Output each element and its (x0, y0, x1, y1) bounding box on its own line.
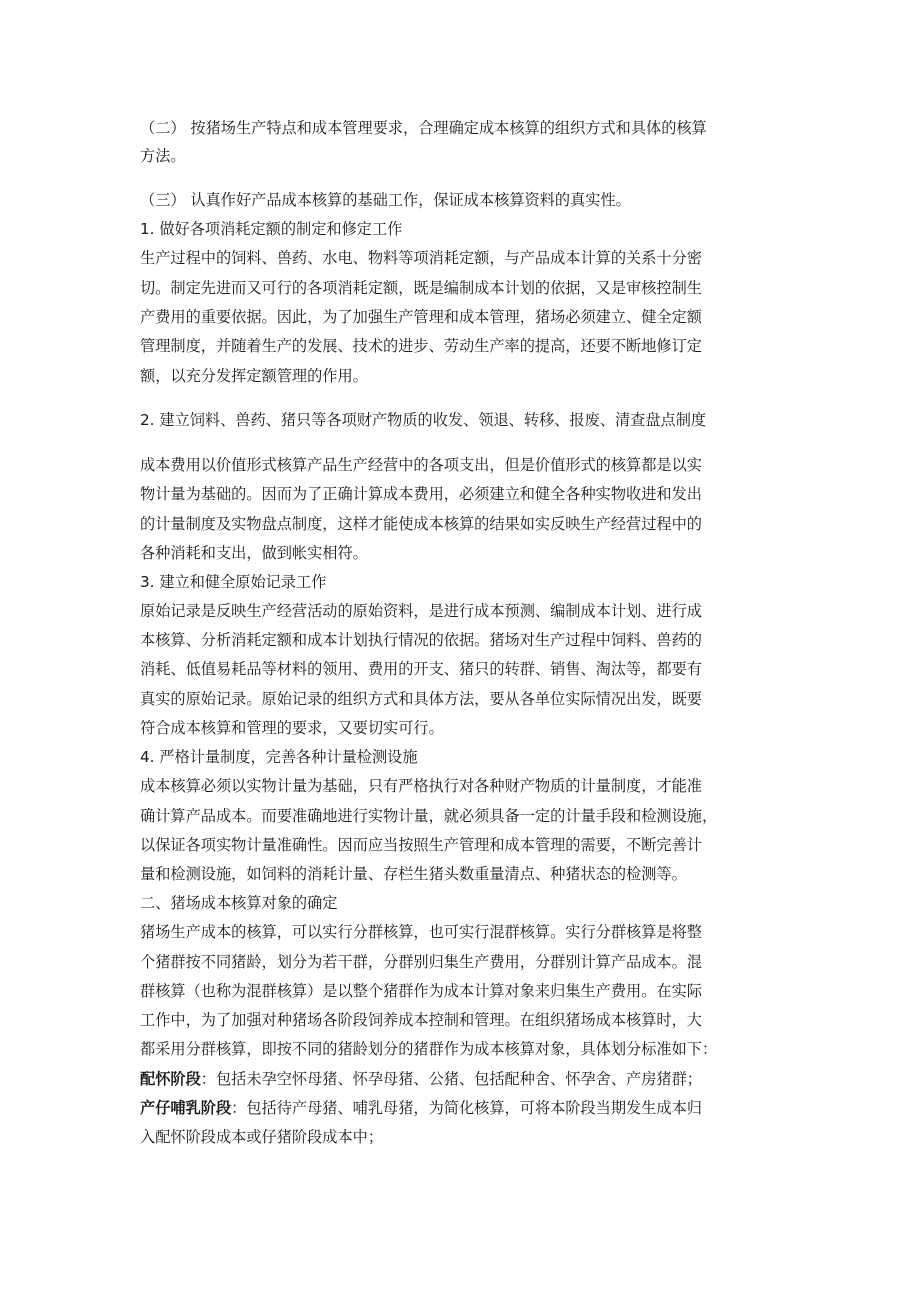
stage-definition-line (140, 1068, 800, 1090)
stage-term: 产仔哺乳阶段 (140, 1099, 232, 1117)
section-heading: 二、猪场成本核算对象的确定 (140, 894, 338, 912)
stage-definition-line (140, 1097, 800, 1119)
section-heading: 3. 建立和健全原始记录工作 (140, 573, 327, 591)
text-line: 物计量为基础的。因而为了正确计算成本费用，必须建立和健全各种实物收进和发出 (140, 485, 702, 503)
text-line: 都采用分群核算，即按不同的猪龄划分的猪群作为成本核算对象，具体划分标准如下： (140, 1040, 718, 1058)
text-line: （三） 认真作好产品成本核算的基础工作，保证成本核算资料的真实性。 (140, 191, 631, 209)
text-line: 原始记录是反映生产经营活动的原始资料，是进行成本预测、编制成本计划、进行成 (140, 602, 702, 620)
text-line: 猪场生产成本的核算，可以实行分群核算，也可实行混群核算。实行分群核算是将整 (140, 923, 702, 941)
text-line: 确计算产品成本。而要准确地进行实物计量，就必须具备一定的计量手段和检测设施， (140, 807, 718, 825)
section-heading: 4. 严格计量制度，完善各种计量检测设施 (140, 748, 418, 766)
text-line: 工作中，为了加强对种猪场各阶段饲养成本控制和管理。在组织猪场成本核算时，大 (140, 1011, 702, 1029)
section-heading: 1. 做好各项消耗定额的制定和修定工作 (140, 220, 403, 238)
text-line: 的计量制度及实物盘点制度，这样才能使成本核算的结果如实反映生产经营过程中的 (140, 515, 702, 533)
text-line: 量和检测设施，如饲料的消耗计量、存栏生猪头数重量清点、种猪状态的检测等。 (140, 865, 687, 883)
text-line: 生产过程中的饲料、兽药、水电、物料等项消耗定额，与产品成本计算的关系十分密 (140, 249, 702, 267)
text-line: 以保证各项实物计量准确性。因而应当按照生产管理和成本管理的需要，不断完善计 (140, 836, 702, 854)
text-line: 真实的原始记录。原始记录的组织方式和具体方法，要从各单位实际情况出发，既要 (140, 690, 702, 708)
stage-description: ：包括未孕空怀母猪、怀孕母猪、公猪、包括配种舍、怀孕舍、产房猪群； (200, 1070, 702, 1088)
text-line: 额，以充分发挥定额管理的作用。 (140, 367, 368, 385)
text-line: 管理制度，并随着生产的发展、技术的进步、劳动生产率的提高，还要不断地修订定 (140, 337, 702, 355)
text-line: 成本费用以价值形式核算产品生产经营中的各项支出，但是价值形式的核算都是以实 (140, 456, 702, 474)
stage-term: 配怀阶段 (140, 1070, 201, 1088)
text-line: 消耗、低值易耗品等材料的领用、费用的开支、猪只的转群、销售、淘汰等，都要有 (140, 660, 702, 678)
text-line: 个猪群按不同猪龄，划分为若干群，分群别归集生产费用，分群别计算产品成本。混 (140, 953, 702, 971)
text-line: 切。制定先进而又可行的各项消耗定额，既是编制成本计划的依据，又是审核控制生 (140, 279, 702, 297)
text-line: 产费用的重要依据。因此，为了加强生产管理和成本管理，猪场必须建立、健全定额 (140, 308, 702, 326)
text-line: （二） 按猪场生产特点和成本管理要求，合理确定成本核算的组织方式和具体的核算 (140, 119, 707, 137)
text-line: 群核算（也称为混群核算）是以整个猪群作为成本计算对象来归集生产费用。在实际 (140, 982, 702, 1000)
stage-description: ：包括待产母猪、哺乳母猪，为简化核算，可将本阶段当期发生成本归 (231, 1099, 702, 1117)
text-line: 成本核算必须以实物计量为基础，只有严格执行对各种财产物质的计量制度，才能准 (140, 777, 702, 795)
text-line: 各种消耗和支出，做到帐实相符。 (140, 544, 368, 562)
text-line: 方法。 (140, 147, 186, 165)
text-line: 本核算、分析消耗定额和成本计划执行情况的依据。猪场对生产过程中饲料、兽药的 (140, 631, 702, 649)
section-heading: 2. 建立饲料、兽药、猪只等各项财产物质的收发、领退、转移、报废、清查盘点制度 (140, 411, 707, 429)
text-line: 符合成本核算和管理的要求，又要切实可行。 (140, 719, 444, 737)
text-line: 入配怀阶段成本或仔猪阶段成本中； (140, 1128, 383, 1146)
